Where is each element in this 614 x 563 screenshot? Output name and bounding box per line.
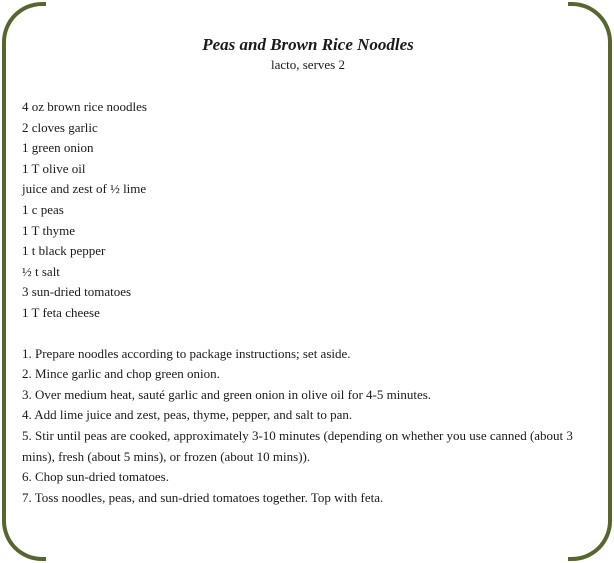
ingredient-item: 1 T olive oil (22, 160, 86, 176)
frame-side-left (2, 44, 6, 519)
instruction-step: 5. Stir until peas are cooked, approximately 3-10 minutes (depending on whether you use canned (about 3 mins), fresh (about 5 mins), or frozen (about 10 mins)). (22, 427, 573, 464)
ingredient-item: 4 oz brown rice noodles (22, 99, 147, 114)
ingredient-item: ½ t salt (22, 263, 60, 279)
instruction-step: 1. Prepare noodles according to package instructions; set aside. (22, 345, 351, 361)
ingredient-item: 1 green onion (22, 140, 94, 156)
instruction-step: 3. Over medium heat, sauté garlic and green onion in olive oil for 4-5 minutes. (22, 386, 432, 402)
instruction-step: 7. Toss noodles, peas, and sun-dried tomatoes together. Top with feta. (22, 489, 384, 505)
recipe-title: Peas and Brown Rice Noodles (202, 35, 414, 54)
ingredient-item: 1 T thyme (22, 222, 75, 238)
ingredient-item: 2 cloves garlic (22, 119, 98, 135)
instruction-list (22, 344, 594, 509)
frame-corner-bottom-right (568, 517, 612, 561)
ingredient-item: 1 T feta cheese (22, 304, 100, 320)
instruction-step: 4. Add lime juice and zest, peas, thyme, pepper, and salt to pan. (22, 407, 353, 423)
ingredient-item: 1 t black pepper (22, 243, 106, 259)
ingredient-item: 1 c peas (22, 201, 64, 217)
recipe-card (22, 34, 594, 508)
frame-corner-bottom-left (2, 517, 46, 561)
instruction-step: 6. Chop sun-dried tomatoes. (22, 469, 169, 485)
frame-side-right (608, 44, 612, 519)
ingredient-item: juice and zest of ½ lime (22, 181, 147, 197)
ingredient-list (22, 97, 594, 324)
recipe-subtitle: lacto, serves 2 (270, 57, 345, 72)
ingredient-item: 3 sun-dried tomatoes (22, 284, 132, 300)
instruction-step: 2. Mince garlic and chop green onion. (22, 366, 220, 382)
